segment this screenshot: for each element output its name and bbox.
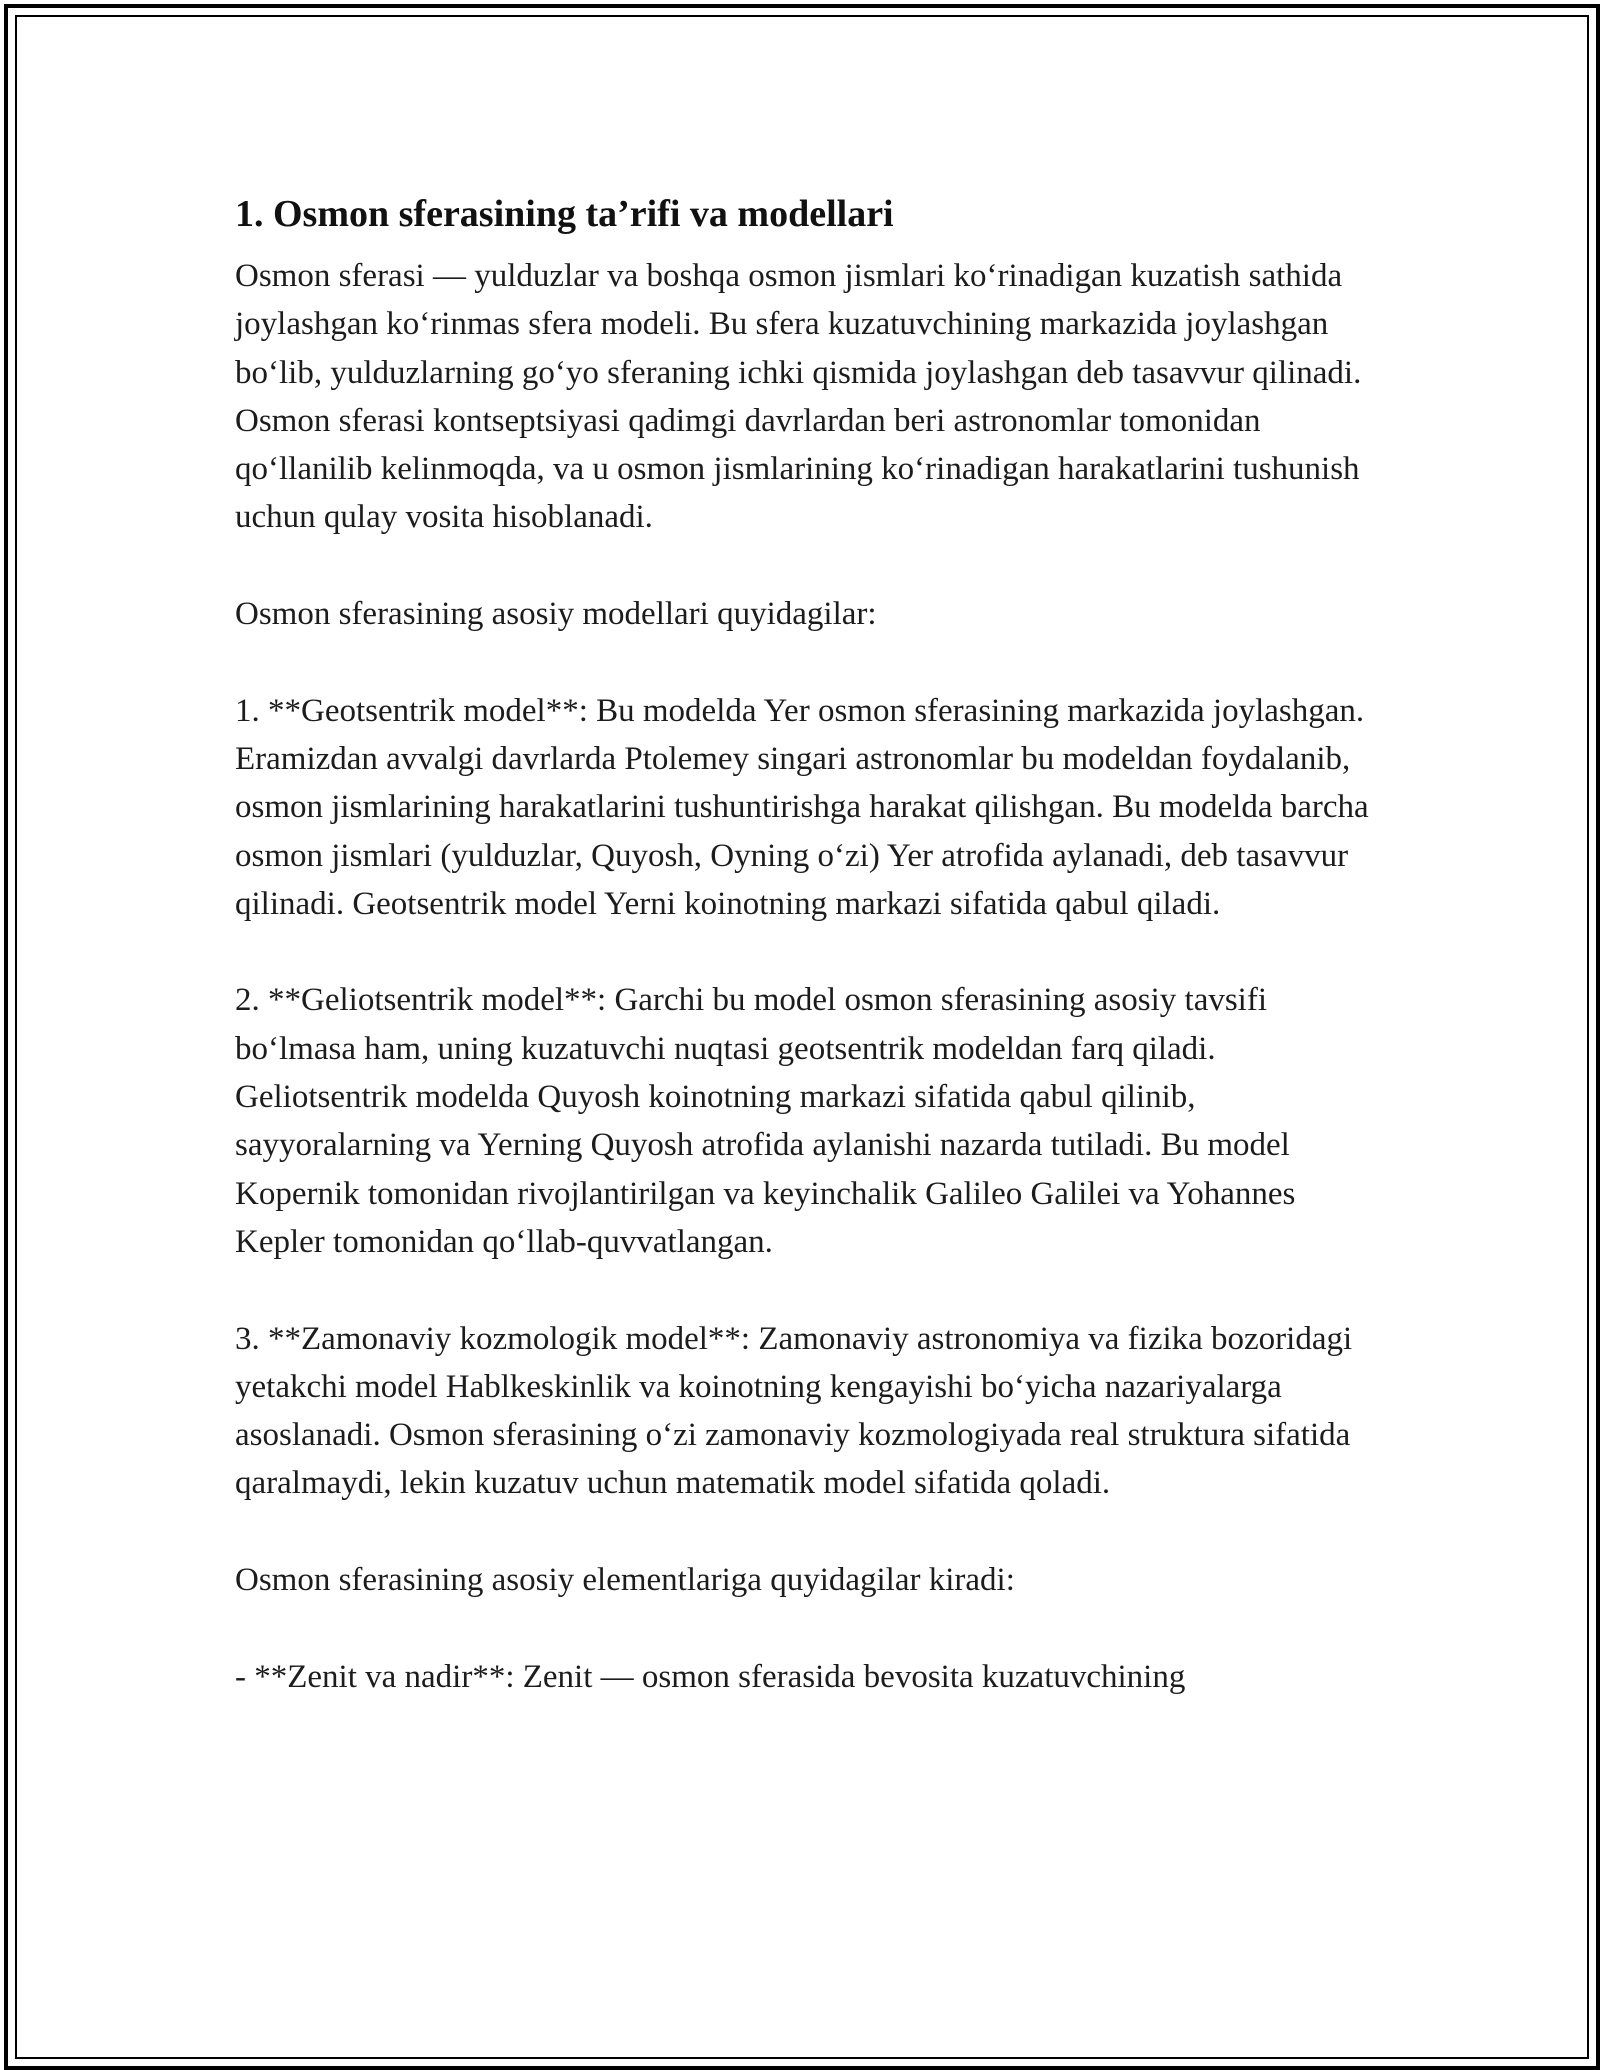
paragraph-cosmological-model: 3. **Zamonaviy kozmologik model**: Zamonaviy astronomiya va fizika bozoridagi yetakchi model Hablkeskinlik va koinotning kengayishi bo‘yicha nazariyalarga asoslanadi. Osmon sferasining o‘zi zamonaviy kozmologiyada real struktura sifatida qaralmaydi, lekin kuzatuv uchun matematik model sifatida qoladi.	[235, 1320, 1361, 1502]
document-body	[235, 184, 1375, 1701]
section-heading: 1. Osmon sferasining ta’rifi va modellari	[235, 193, 894, 235]
paragraph-models-intro: Osmon sferasining asosiy modellari quyidagilar:	[235, 596, 877, 633]
paragraph-zenith-nadir: - **Zenit va nadir**: Zenit — osmon sferasida bevosita kuzatuvchining	[235, 1658, 1186, 1695]
paragraph-elements-intro: Osmon sferasining asosiy elementlariga quyidagilar kiradi:	[235, 1562, 1015, 1599]
paragraph-heliocentric-model: 2. **Geliotsentrik model**: Garchi bu model osmon sferasining asosiy tavsifi bo‘lmasa ham, uning kuzatuvchi nuqtasi geotsentrik modeldan farq qiladi. Geliotsentrik modelda Quyosh koinotning markazi sifatida qabul qilinib, sayyoralarning va Yerning Quyosh atrofida aylanishi nazarda tutiladi. Bu model Kopernik tomonidan rivojlantirilgan va keyinchalik Galileo Galilei va Yohannes Kepler tomonidan qo‘llab-quvvatlangan.	[235, 982, 1304, 1260]
paragraph-geocentric-model: 1. **Geotsentrik model**: Bu modelda Yer osmon sferasining markazida joylashgan. Eramizdan avvalgi davrlarda Ptolemey singari astronomlar bu modeldan foydalanib, osmon jismlarining harakatlarini tushuntirishga harakat qilishgan. Bu modelda barcha osmon jismlari (yulduzlar, Quyosh, Oyning o‘zi) Yer atrofida aylanadi, deb tasavvur qilinadi. Geotsentrik model Yerni koinotning markazi sifatida qabul qiladi.	[235, 692, 1377, 922]
paragraph-definition: Osmon sferasi — yulduzlar va boshqa osmon jismlari ko‘rinadigan kuzatish sathida joylashgan ko‘rinmas sfera modeli. Bu sfera kuzatuvchining markazida joylashgan bo‘lib, yulduzlarning go‘yo sferaning ichki qismida joylashgan deb tasavvur qilinadi. Osmon sferasi kontseptsiyasi qadimgi davrlardan beri astronomlar tomonidan qo‘llanilib kelinmoqda, va u osmon jismlarining ko‘rinadigan harakatlarini tushunish uchun qulay vosita hisoblanadi.	[235, 258, 1370, 536]
